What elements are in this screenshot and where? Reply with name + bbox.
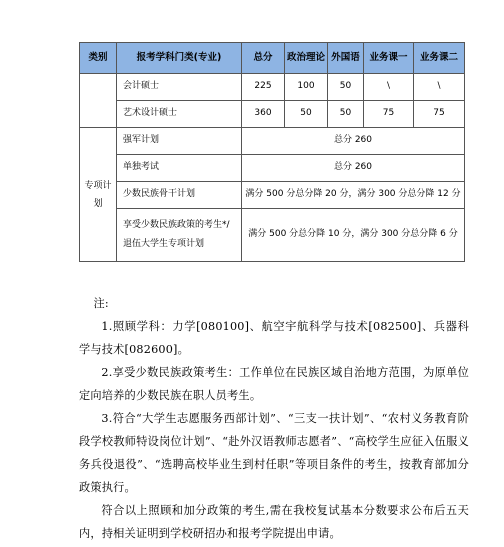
category-cell-empty xyxy=(80,74,117,128)
major-cell: 会计硕士 xyxy=(117,74,242,101)
table-row xyxy=(80,155,465,182)
plan-desc-cell: 满分 500 分总分降 20 分，满分 300 分总分降 12 分 xyxy=(242,182,465,209)
table-header-row xyxy=(80,43,465,74)
plan-desc-cell: 总分 260 xyxy=(242,128,465,155)
note-item-1: 1.照顾学科：力学[080100]、航空宇航科学与技术[082500]、兵器科学与技术[082600]。 xyxy=(79,320,469,356)
header-total: 总分 xyxy=(242,43,285,74)
course2-cell: 75 xyxy=(414,101,465,128)
header-course-one: 业务课一 xyxy=(364,43,414,74)
plan-desc-cell: 满分 500 分总分降 10 分，满分 300 分总分降 6 分 xyxy=(242,209,465,262)
plan-line-1: 享受少数民族政策的考生*/ xyxy=(123,219,230,230)
plan-line-2: 退伍大学生专项计划 xyxy=(123,239,205,249)
politics-cell: 50 xyxy=(285,101,328,128)
course1-cell: \ xyxy=(364,74,414,101)
course2-cell: \ xyxy=(414,74,465,101)
plan-cell: 强军计划 xyxy=(117,128,242,155)
note-item-4: 符合以上照顾和加分政策的考生,需在我校复试基本分数要求公布后五天内，持相关证明到学校研招办和报考学院提出申请。 xyxy=(79,504,469,540)
foreign-cell: 50 xyxy=(328,74,364,101)
plan-desc-cell: 总分 260 xyxy=(242,155,465,182)
notes-section xyxy=(79,292,469,545)
header-foreign-language: 外国语 xyxy=(328,43,364,74)
table-row xyxy=(80,128,465,155)
notes-title: 注: xyxy=(93,297,109,310)
note-item-2: 2.享受少数民族政策考生：工作单位在民族区域自治地方范围，为原单位定向培养的少数民族在职人员考生。 xyxy=(79,366,469,402)
table-row xyxy=(80,101,465,128)
major-cell: 艺术设计硕士 xyxy=(117,101,242,128)
header-politics: 政治理论 xyxy=(285,43,328,74)
total-cell: 225 xyxy=(242,74,285,101)
table-row xyxy=(80,74,465,101)
plan-cell xyxy=(117,209,242,262)
table-row xyxy=(80,182,465,209)
course1-cell: 75 xyxy=(364,101,414,128)
header-major: 报考学科门类(专业) xyxy=(117,43,242,74)
special-plan-category: 专项计划 xyxy=(80,128,117,262)
header-category: 类别 xyxy=(80,43,117,74)
header-course-two: 业务课二 xyxy=(414,43,465,74)
politics-cell: 100 xyxy=(285,74,328,101)
foreign-cell: 50 xyxy=(328,101,364,128)
score-requirements-table xyxy=(79,42,465,262)
plan-cell: 少数民族骨干计划 xyxy=(117,182,242,209)
note-item-3: 3.符合“大学生志愿服务西部计划”、“三支一扶计划”、“农村义务教育阶段学校教师特设岗位计划”、“赴外汉语教师志愿者”、“高校学生应征入伍服义务兵役退役”、“选聘高校毕业生到村任职”等项目条件的考生，按教育部加分政策执行。 xyxy=(79,412,469,494)
table-row xyxy=(80,209,465,262)
plan-cell: 单独考试 xyxy=(117,155,242,182)
total-cell: 360 xyxy=(242,101,285,128)
